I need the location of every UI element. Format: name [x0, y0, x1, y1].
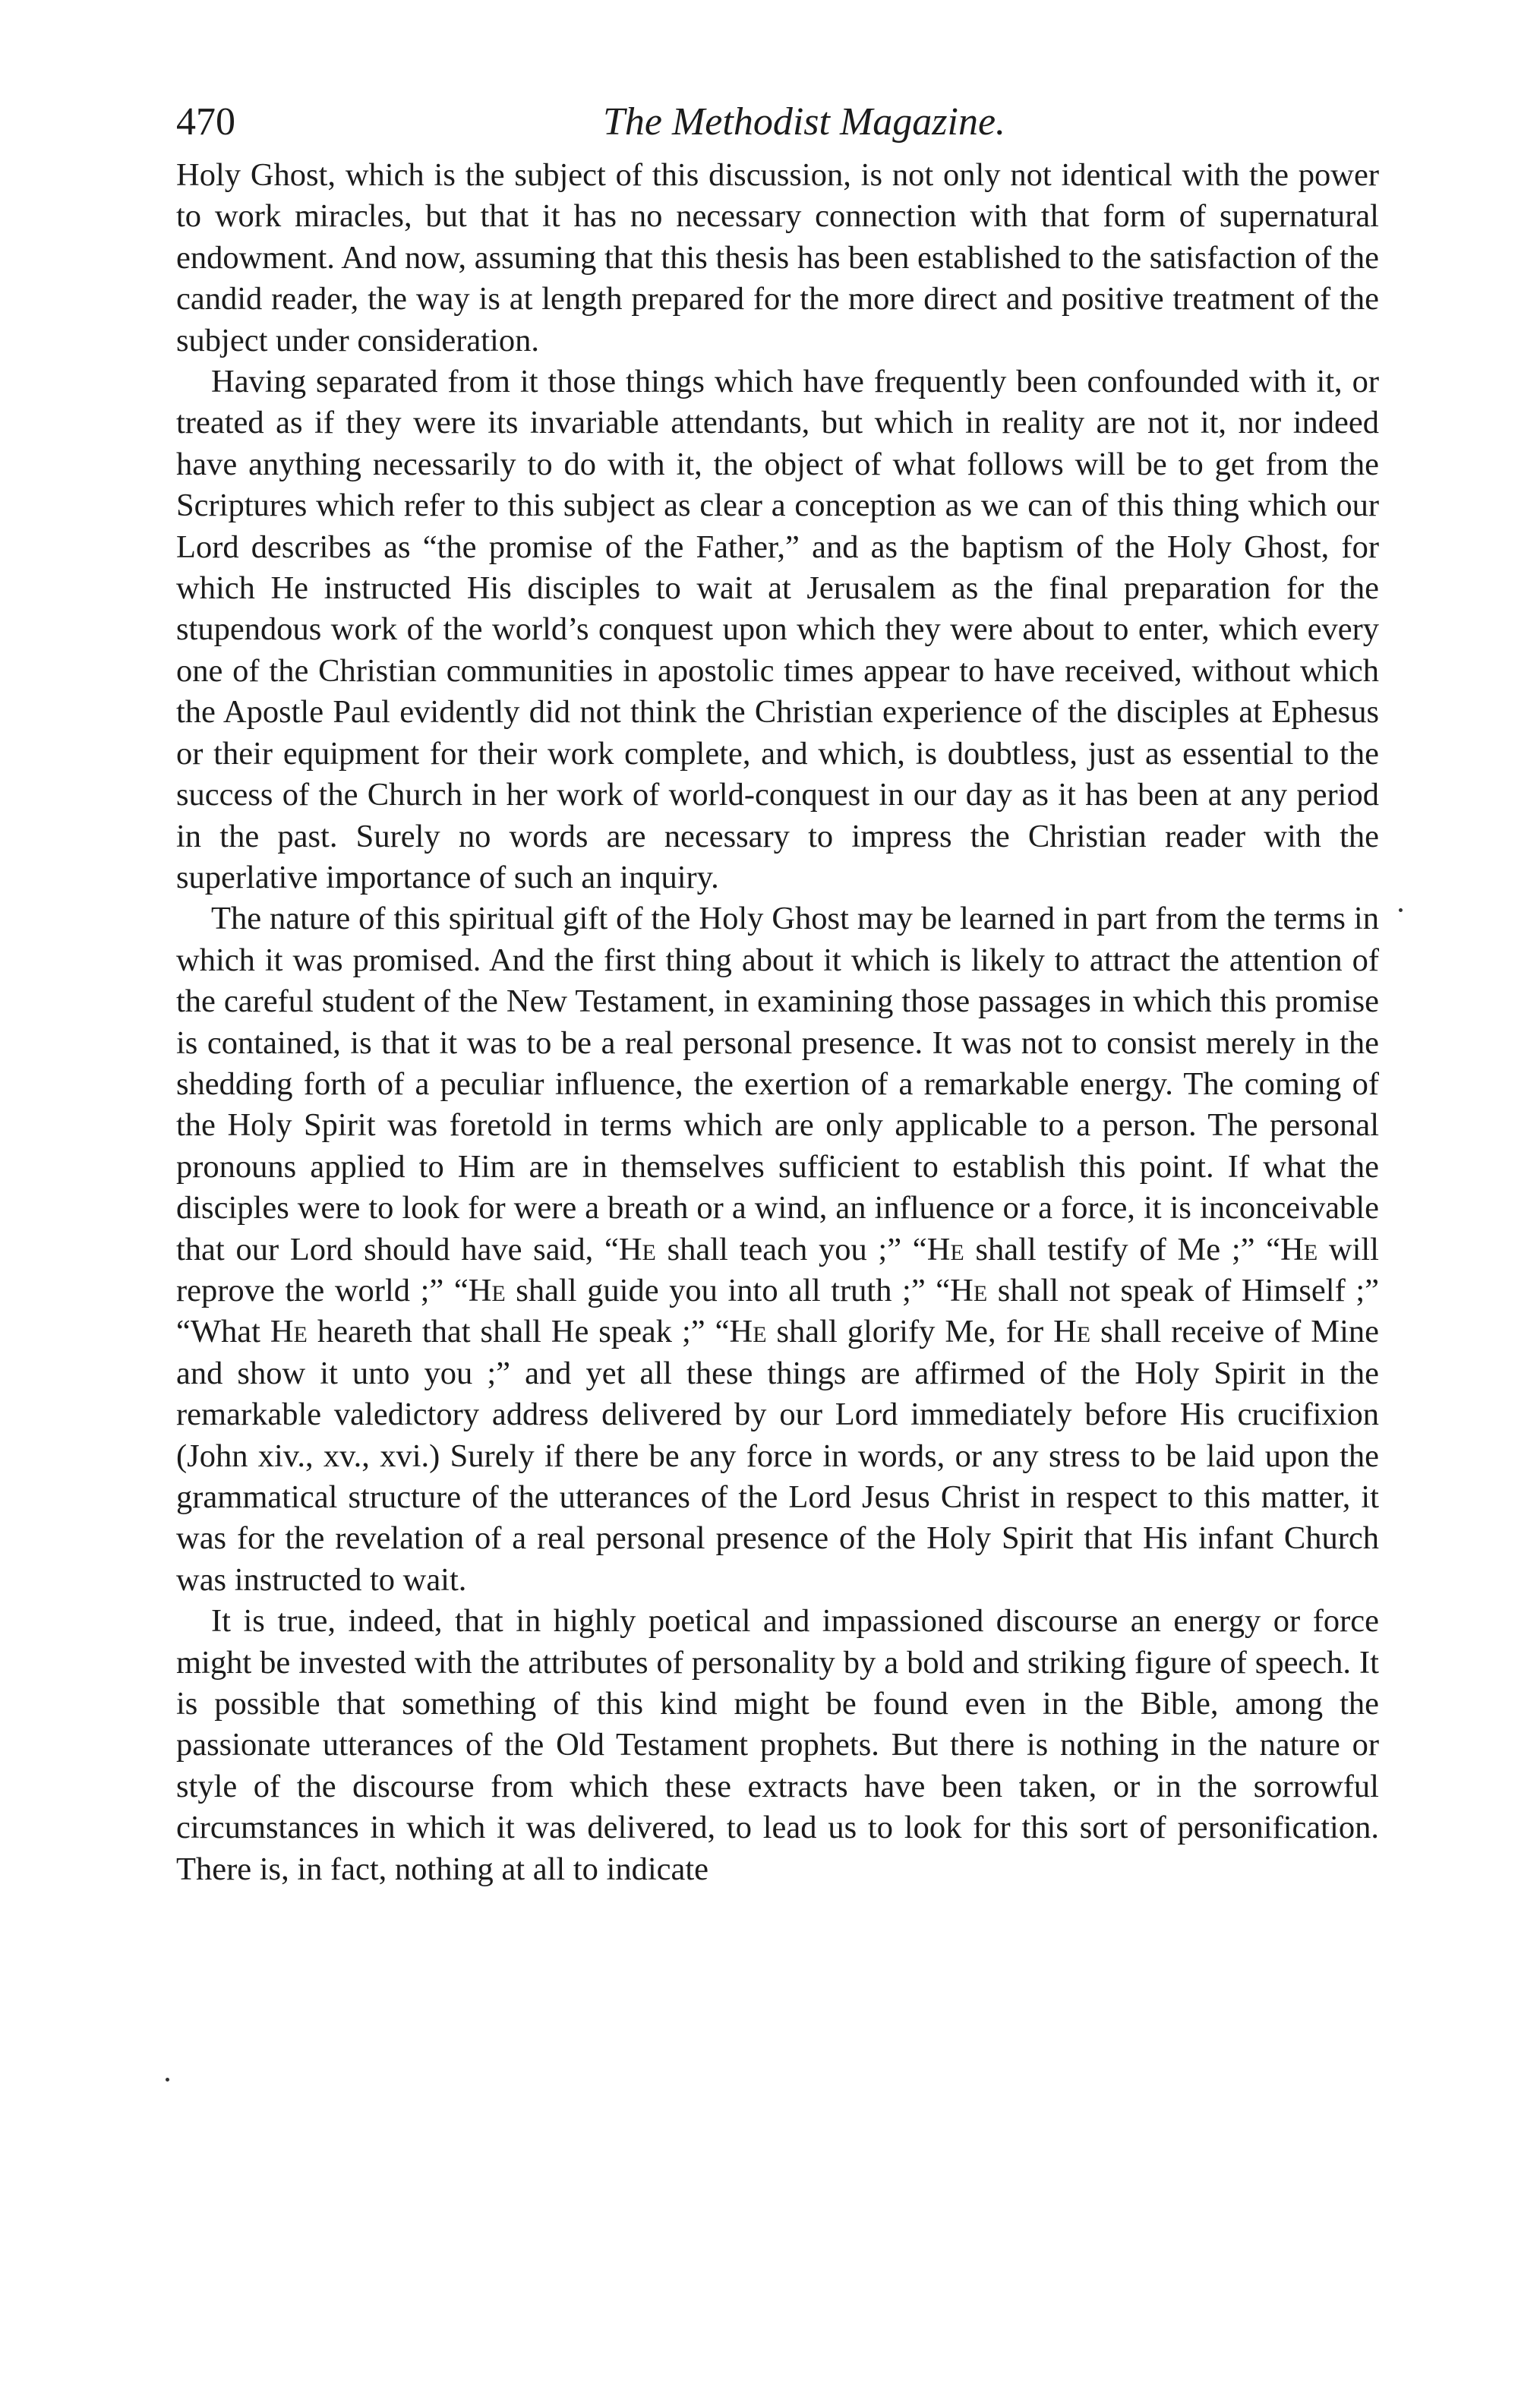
pronoun-he: He [926, 1231, 964, 1267]
pronoun-he: He [468, 1272, 506, 1308]
pronoun-he: He [729, 1314, 767, 1350]
pronoun-he: He [950, 1272, 988, 1308]
pronoun-he: He [618, 1231, 656, 1267]
running-head [176, 90, 1379, 155]
page [176, 90, 1379, 1890]
margin-speck [166, 2078, 169, 2082]
paragraph-1: Holy Ghost, which is the subject of this discussion, is not only not identical with the power to work miracles, but that it has no necessary connection with that form of supernatural endowment. And now, assuming that this thesis has been established to the satisfaction of the candid reader, the way is at length prepared for the more direct and positive treatment of the subject under consideration. [176, 157, 1379, 358]
paragraph-2: Having separated from it those things which have frequently been confounded with it, or treated as if they were its invariable attendants, but which in reality are not it, nor indeed have anything necessarily to do with it, the object of what follows will be to get from the Scriptures which refer to this subject as clear a conception as we can of this thing which our Lord describes as “the promise of the Father,” and as the baptism of the Holy Ghost, for which He instructed His disciples to wait at Jerusalem as the final preparation for the stupendous work of the world’s conquest upon which they were about to enter, which every one of the Christian communities in apostolic times appear to have received, without which the Apostle Paul evidently did not think the Christian experience of the disciples at Ephesus or their equipment for their work complete, and which, is doubtless, just as essential to the success of the Church in her work of world-conquest in our day as it has been at any period in the past. Surely no words are necessary to impress the Christian reader with the superlative importance of such an inquiry. [176, 364, 1379, 895]
journal-title: The Methodist Magazine. [602, 100, 1006, 144]
paragraph-4: It is true, indeed, that in highly poetical and impassioned discourse an energy or force might be invested with the attributes of personality by a bold and striking figure of speech. It is possible that something of this kind might be found even in the Bible, among the passionate utterances of the Old Testament prophets. But there is nothing in the nature or style of the discourse from which these extracts have been taken, or in the sorrowful circumstances in which it was delivered, to lead us to look for this sort of personification. There is, in fact, nothing at all to indicate [176, 1603, 1379, 1887]
page-number: 470 [176, 100, 235, 144]
margin-speck [1399, 908, 1403, 912]
article-body [176, 155, 1379, 1890]
paragraph-3: The nature of this spiritual gift of the Holy Ghost may be learned in part from the terms in which it was promised. And the first thing about it which is likely to attract the attention of the careful student of the New Testament, in examining those passages in which this promise is contained, is that it was to be a real personal presence. It was not to consist merely in the shedding forth of a peculiar influence, the exertion of a remarkable energy. The coming of the Holy Spirit was foretold in terms which are only applicable to a person. The personal pronouns applied to Him are in themselves sufficient to establish this point. If what the disciples were to look for were a breath or a wind, an influence or a force, it is inconceivable that our Lord should have said, “He shall teach you ;” “He shall testify of Me ;” “He will reprove the world ;” “He shall guide you into all truth ;” “He shall not speak of Himself ;” “What He heareth that shall He speak ;” “He shall glorify Me, for He shall receive of Mine and show it unto you ;” and yet all these things are affirmed of the Holy Spirit in the remarkable valedictory address delivered by our Lord immediately before His crucifixion (John xiv., xv., xvi.) Surely if there be any force in words, or any stress to be laid upon the grammatical structure of the utterances of the Lord Jesus Christ in respect to this matter, it was for the revelation of a real personal presence of the Holy Spirit that His infant Church was instructed to wait. [176, 901, 1379, 1598]
pronoun-he: He [1053, 1314, 1091, 1350]
pronoun-he: He [1280, 1231, 1318, 1267]
pronoun-he: He [270, 1314, 308, 1350]
